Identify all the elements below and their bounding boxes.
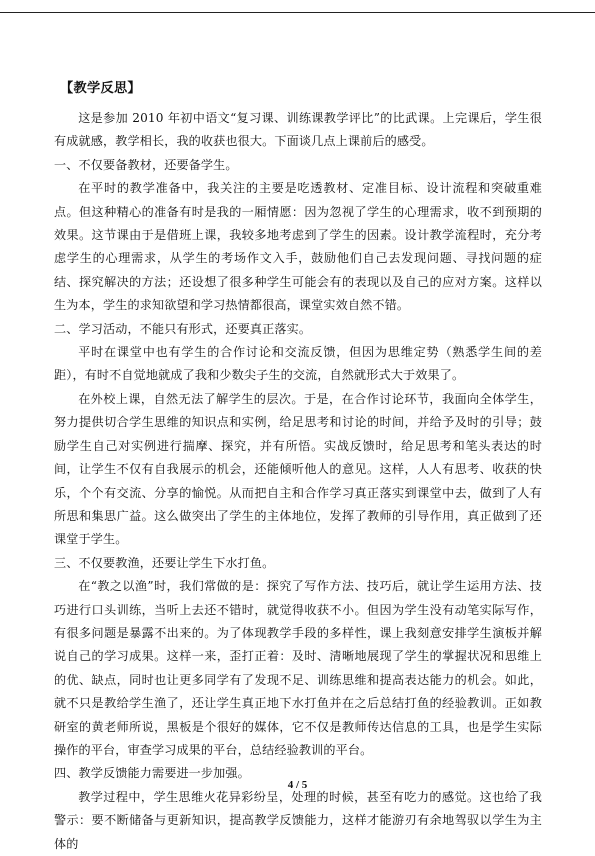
- body-paragraph: 在“教之以渔”时，我们常做的是：探究了写作方法、技巧后，就让学生运用方法、技巧进行口头训练，当听上去还不错时，就觉得收获不小。但因为学生没有动笔实际写作，有很多问题是暴露不出来的。为了体现教学手段的多样性，课上我刻意安排学生演板并解说自己的学习成果。这样一来，歪打正着：及时、清晰地展现了学生的掌握状况和思维上的优、缺点，同时也让更多同学有了发现不足、训练思维和提高表达能力的机会。如此，就不只是教给学生渔了，还让学生真正地下水打鱼并在之后总结打鱼的经验教训。正如教研室的黄老师所说，黑板是个很好的媒体，它不仅是教师传达信息的工具，也是学生实际操作的平台，审查学习成果的平台，总结经验教训的平台。: [54, 579, 542, 757]
- header-rule: [0, 12, 595, 13]
- body-paragraph: 在平时的教学准备中，我关注的主要是吃透教材、定准目标、设计流程和突破重难点。但这种精心的准备有时是我的一厢情愿：因为忽视了学生的心理需求，收不到预期的效果。这节课由于是借班上课，我较多地考虑到了学生的因素。设计教学流程时，充分考虑学生的心理需求，从学生的考场作文入手，鼓励他们自己去发现问题、寻找问题的症结、探究解决的方法；还设想了很多种学生可能会有的表现以及自己的应对方案。这样以生为本，学生的求知欲望和学习热情都很高，课堂实效自然不错。: [54, 181, 542, 313]
- page-number: 4 / 5: [287, 779, 308, 791]
- body-paragraph: 这是参加 2010 年初中语文“复习课、训练课教学评比”的比武课。上完课后，学生很有成就感，教学相长，我的收获也很大。下面谈几点上课前后的感受。: [54, 111, 542, 149]
- section-subheading: 三、不仅要教渔，还要让学生下水打鱼。: [54, 555, 275, 570]
- body-paragraph: 教学过程中，学生思维火花异彩纷呈，处理的时候，甚至有吃力的感觉。这也给了我警示：要不断储备与更新知识，提高教学反馈能力，这样才能游刃有余地驾驭以学生为主体的: [54, 789, 542, 851]
- body-paragraph: 在外校上课，自然无法了解学生的层次。于是，在合作讨论环节，我面向全体学生，努力提供切合学生思维的知识点和实例，给足思考和讨论的时间，并给予及时的引导；鼓励学生自己对实例进行揣摩、探究，并有所悟。实战反馈时，给足思考和笔头表达的时间，让学生不仅有自我展示的机会，还能倾听他人的意见。这样，人人有思考、收获的快乐，个个有交流、分享的愉悦。从而把自主和合作学习真正落实到课堂中去，做到了人有所思和集思广益。这么做突出了学生的主体地位，发挥了教师的引导作用，真正做到了还课堂于学生。: [54, 391, 542, 547]
- section-subheading: 二、学习活动，不能只有形式，还要真正落实。: [54, 321, 312, 336]
- body-text: [54, 107, 542, 856]
- section-subheading: 四、教学反馈能力需要进一步加强。: [54, 766, 250, 781]
- section-heading: 【教学反思】: [60, 81, 141, 96]
- body-paragraph: 平时在课堂中也有学生的合作讨论和交流反馈，但因为思维定势（熟悉学生间的差距），有时不自觉地就成了我和少数尖子生的交流，自然就形式大于效果了。: [54, 345, 542, 383]
- section-subheading: 一、不仅要备教材，还要备学生。: [54, 157, 238, 172]
